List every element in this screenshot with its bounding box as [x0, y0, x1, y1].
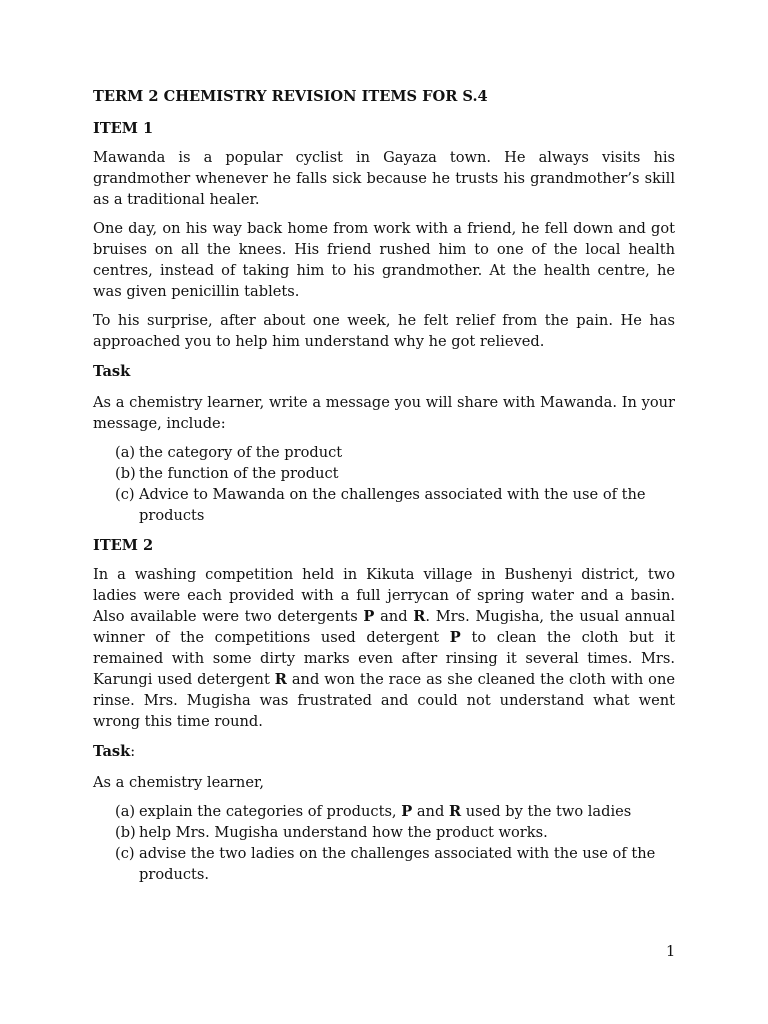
text-run: to clean the cloth but it remained with some dirty marks even after rinsing it several times. Mrs. Karungi used detergent — [93, 629, 675, 688]
list-item-text: the function of the product — [139, 465, 339, 482]
detergent-r-label: R — [448, 803, 462, 820]
list-item-label: (b) — [115, 465, 136, 482]
list-item — [93, 484, 675, 526]
list-item-label: (c) — [115, 845, 135, 862]
item-1-heading: ITEM 1 — [93, 120, 154, 137]
item-1-paragraph-2: One day, on his way back home from work with a friend, he fell down and got bruises on all the knees. His friend rushed him to one of the local health centres, instead of taking him to his grandmother. At the health centre, he was given penicillin tablets. — [93, 220, 675, 300]
text-run: . Mrs. Mugisha, the usual annual winner of the competitions used detergent — [93, 608, 675, 646]
list-item — [93, 843, 675, 885]
text-run: and won the race as she cleaned the cloth with one rinse. Mrs. Mugisha was frustrated and could not understand what went wrong this time round. — [93, 671, 675, 730]
page-number: 1 — [666, 943, 676, 960]
item-1-task-heading: Task — [93, 363, 131, 380]
item-1-paragraph-3: To his surprise, after about one week, he felt relief from the pain. He has approached you to help him understand why he got relieved. — [93, 312, 675, 350]
document-body — [93, 85, 675, 893]
list-item-text: help Mrs. Mugisha understand how the product works. — [139, 824, 548, 841]
list-item — [93, 801, 675, 822]
task-colon: : — [130, 743, 136, 760]
list-item-text: the category of the product — [139, 444, 343, 461]
item-2-task-intro: As a chemistry learner, — [93, 774, 264, 791]
item-2-task-heading — [93, 740, 675, 764]
list-item — [93, 463, 675, 484]
list-item — [93, 442, 675, 463]
text-run: and — [374, 608, 414, 625]
task-label: Task — [93, 743, 131, 760]
item-1-task-intro: As a chemistry learner, write a message you will share with Mawanda. In your message, include: — [93, 394, 675, 432]
detergent-r-label: R — [274, 671, 287, 688]
item-1-task-list — [93, 442, 675, 526]
text-run: explain the categories of products, — [139, 803, 402, 820]
detergent-r-label: R — [413, 608, 426, 625]
document-title: TERM 2 CHEMISTRY REVISION ITEMS FOR S.4 — [93, 88, 488, 105]
text-run: used by the two ladies — [461, 803, 632, 820]
list-item-label: (c) — [115, 486, 135, 503]
detergent-p-label: P — [401, 803, 413, 820]
list-item-label: (b) — [115, 824, 136, 841]
detergent-p-label: P — [363, 608, 375, 625]
text-run: and — [412, 803, 449, 820]
list-item-label: (a) — [115, 444, 136, 461]
list-item-text: Advice to Mawanda on the challenges associated with the use of the products — [139, 486, 646, 524]
text-run: In a washing competition held in Kikuta village in Bushenyi district, two ladies were each provided with a full jerrycan of spring water and a basin. Also available were two detergents — [93, 566, 675, 625]
item-2-task-list — [93, 801, 675, 885]
item-2-paragraph — [93, 564, 675, 732]
item-2-heading: ITEM 2 — [93, 537, 154, 554]
item-1-paragraph-1: Mawanda is a popular cyclist in Gayaza town. He always visits his grandmother whenever he falls sick because he trusts his grandmother’s skill as a traditional healer. — [93, 149, 675, 208]
list-item-label: (a) — [115, 803, 136, 820]
detergent-p-label: P — [449, 629, 461, 646]
list-item-text: advise the two ladies on the challenges associated with the use of the products. — [139, 845, 656, 883]
list-item — [93, 822, 675, 843]
